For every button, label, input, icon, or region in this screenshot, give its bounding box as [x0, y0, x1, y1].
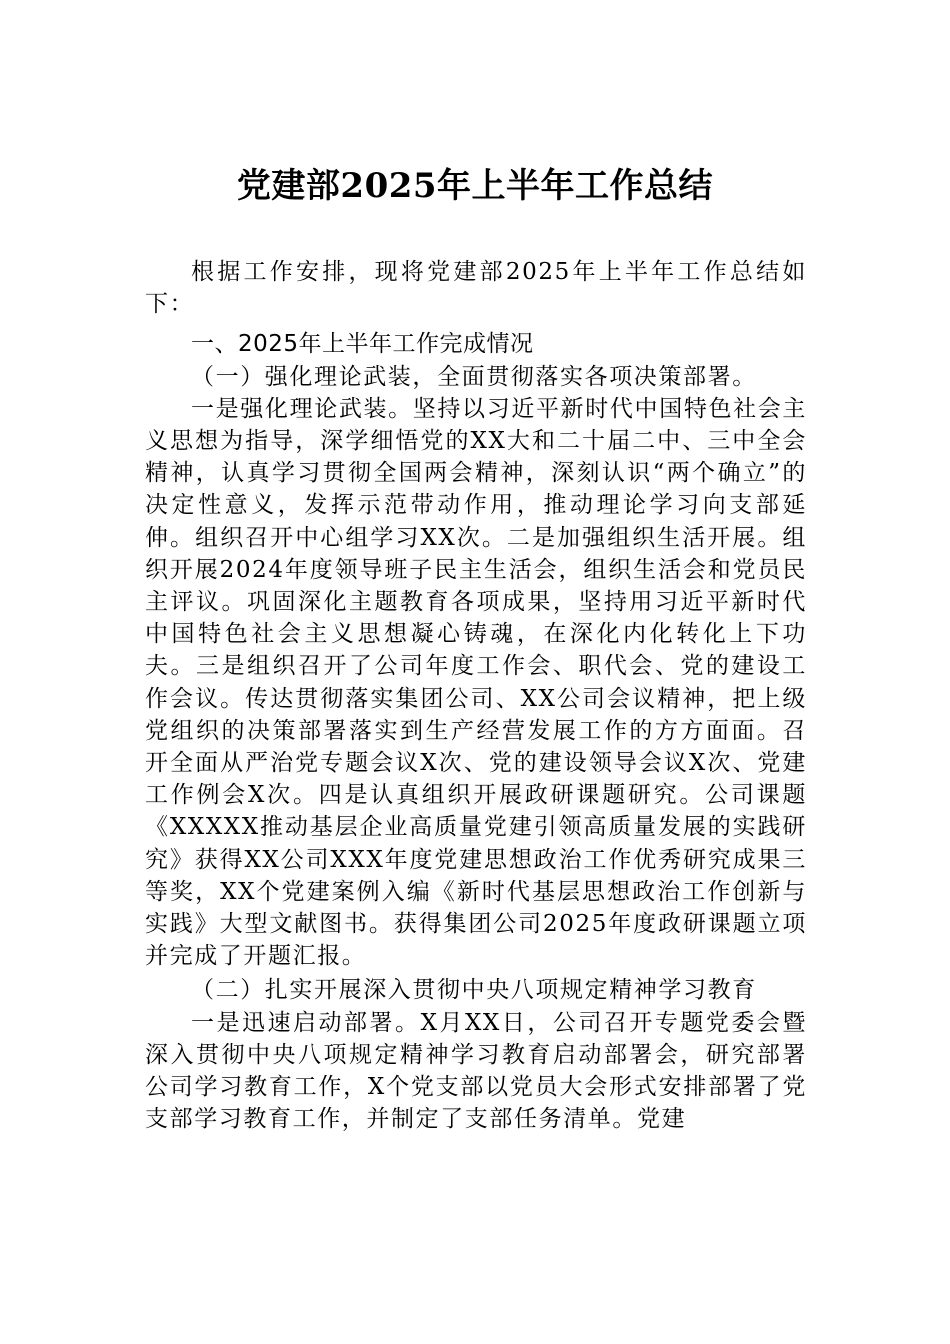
document-title: 党建部2025年上半年工作总结 — [236, 166, 714, 206]
subsection-heading-1: （一）强化理论武装，全面贯彻落实各项决策部署。 — [191, 363, 757, 390]
body-paragraph-1: 一是强化理论武装。坚持以习近平新时代中国特色社会主义思想为指导，深学细悟党的XX大和二十届二中、三中全会精神，认真学习贯彻全国两会精神，深刻认识“两个确立”的决定性意义，发挥示范带动作用，推动理论学习向支部延伸。组织召开中心组学习XX次。二是加强组织生活开展。组织开展2024年度领导班子民主生活会，组织生活会和党员民主评议。巩固深化主题教育各项成果，坚持用习近平新时代中国特色社会主义思想凝心铸魂，在深化内化转化上下功夫。三是组织召开了公司年度工作会、职代会、党的建设工作会议。传达贯彻落实集团公司、XX公司会议精神，把上级党组织的决策部署落实到生产经营发展工作的方方面面。召开全面从严治党专题会议X次、党的建设领导会议X次、党建工作例会X次。四是认真组织开展政研课题研究。公司课题《XXXXX推动基层企业高质量党建引领高质量发展的实践研究》获得XX公司XXX年度党建思想政治工作优秀研究成果三等奖，XX个党建案例入编《新时代基层思想政治工作创新与实践》大型文献图书。获得集团公司2025年度政研课题立项并完成了开题汇报。 — [145, 395, 807, 970]
document-body — [145, 256, 807, 1135]
section-heading-1: 一、2025年上半年工作完成情况 — [191, 331, 534, 358]
intro-paragraph: 根据工作安排，现将党建部2025年上半年工作总结如下： — [145, 259, 807, 318]
body-paragraph-2: 一是迅速启动部署。X月XX日，公司召开专题党委会暨深入贯彻中央八项规定精神学习教育启动部署会，研究部署公司学习教育工作，X个党支部以党员大会形式安排部署了党支部学习教育工作，并制定了支部任务清单。党建 — [145, 1009, 807, 1133]
subsection-heading-2: （二）扎实开展深入贯彻中央八项规定精神学习教育 — [191, 977, 757, 1004]
